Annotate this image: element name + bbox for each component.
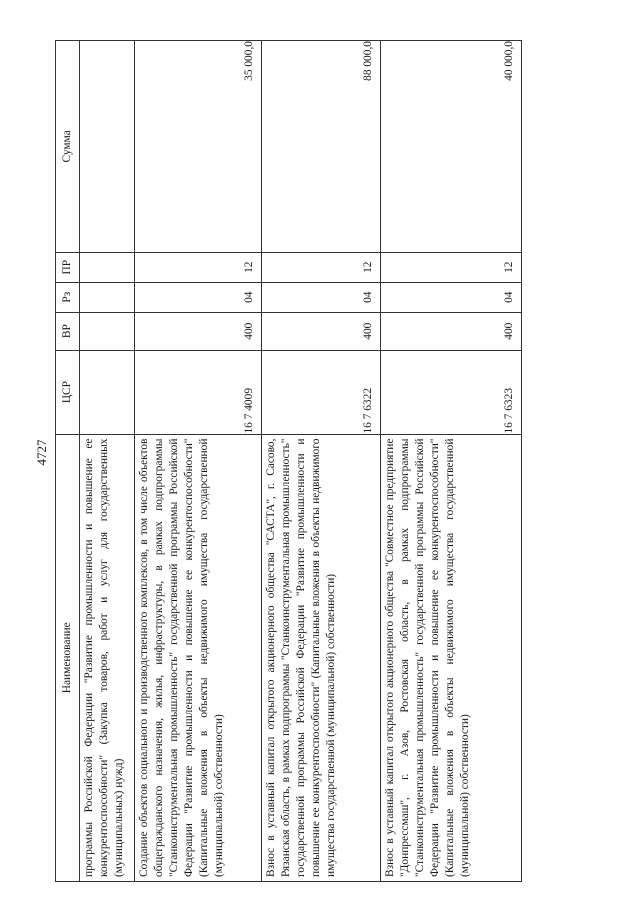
row-vr: 400: [135, 312, 262, 350]
header-csr: ЦСР: [56, 350, 80, 434]
header-name: Наименование: [56, 434, 80, 881]
row-name: Взнос в уставный капитал открытого акционерного общества "Совместное предприятие "Донпрессмаш", г. Азов, Ростовская область, в рамках подпрограммы "Станкоинструментальная промышленность" государственной программы Российской Федерации "Развитие промышленности и повышение ее конкурентоспособности" (Капитальные вложения в объекты недвижимого имущества государственной (муниципальной) собственности): [381, 434, 522, 881]
continuation-text: программы Российской Федерации "Развитие промышленности и повышение ее конкурентоспособности" (Закупка товаров, работ и услуг для государственных (муниципальных) нужд): [80, 434, 135, 881]
row-sum: 40 000,0: [381, 41, 522, 253]
row-vr: 400: [262, 312, 381, 350]
table-header-row: [56, 41, 80, 882]
row-rz: 04: [381, 282, 522, 312]
row-name: Создание объектов социального и производственного комплексов, в том числе объектов общегражданского назначения, жилья, инфраструктуры, в рамках подпрограммы "Станкоинструментальная промышленность" государственной программы Российской Федерации "Развитие промышленности и повышение ее конкурентоспособности" (Капитальные вложения в объекты недвижимого имущества государственной (муниципальной) собственности): [135, 434, 262, 881]
header-rz: Рз: [56, 282, 80, 312]
budget-table: [55, 40, 522, 882]
cell-empty: [80, 252, 135, 282]
cell-empty: [80, 282, 135, 312]
header-sum: Сумма: [56, 41, 80, 253]
row-csr: 16 7 4009: [135, 350, 262, 434]
header-vr: ВР: [56, 312, 80, 350]
row-sum: 35 000,0: [135, 41, 262, 253]
row-pr: 12: [381, 252, 522, 282]
row-pr: 12: [262, 252, 381, 282]
table-row: [262, 41, 381, 882]
row-rz: 04: [135, 282, 262, 312]
table-row: [381, 41, 522, 882]
row-name: Взнос в уставный капитал открытого акционерного общества "САСТА", г. Сасово, Рязанская область, в рамках подпрограммы "Станкоинструментальная промышленность" государственной программы Российской Федерации "Развитие промышленности и повышение ее конкурентоспособности" (Капитальные вложения в объекты недвижимого имущества государственной (муниципальной) собственности): [262, 434, 381, 881]
header-pr: ПР: [56, 252, 80, 282]
row-csr: 16 7 6323: [381, 350, 522, 434]
table-row-continuation: [80, 41, 135, 882]
page-number: 4727: [34, 439, 49, 466]
table-row: [135, 41, 262, 882]
cell-empty: [80, 41, 135, 253]
row-vr: 400: [381, 312, 522, 350]
row-pr: 12: [135, 252, 262, 282]
cell-empty: [80, 312, 135, 350]
cell-empty: [80, 350, 135, 434]
row-csr: 16 7 6322: [262, 350, 381, 434]
row-rz: 04: [262, 282, 381, 312]
row-sum: 88 000,0: [262, 41, 381, 253]
